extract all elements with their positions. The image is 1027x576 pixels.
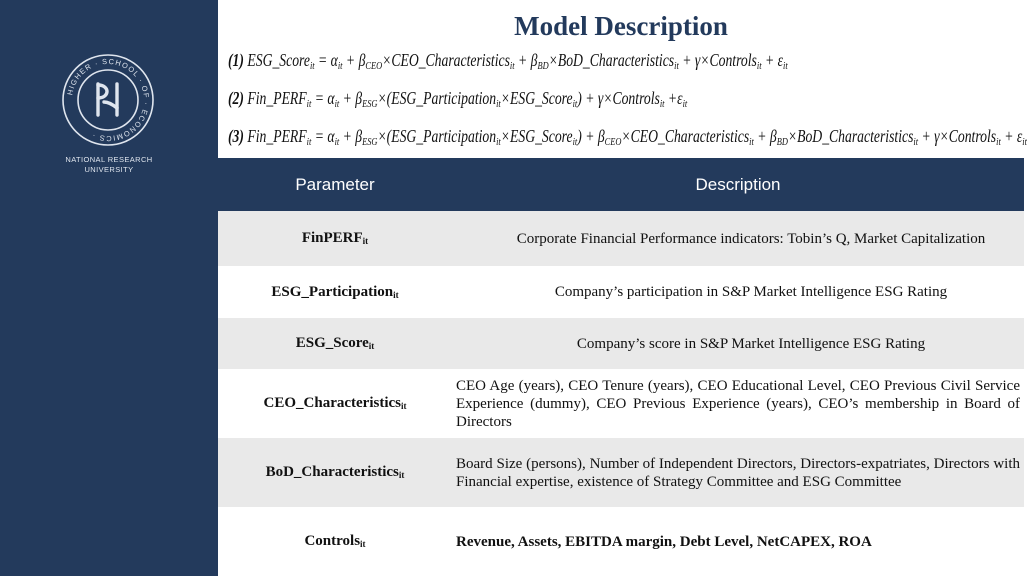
parameter-name: CEO_Characteristics [263, 395, 401, 411]
parameter-name: BoD_Characteristics [265, 464, 399, 480]
parameter-subscript: it [368, 341, 375, 351]
parameter-cell [218, 335, 452, 352]
description-cell: Corporate Financial Performance indicators: Tobin’s Q, Market Capitalization [516, 230, 986, 247]
parameter-subscript: it [393, 289, 399, 300]
parameter-name: Controls [304, 533, 361, 549]
table-row [218, 369, 1024, 438]
table-row [218, 266, 1024, 318]
description-cell: Company’s participation in S&P Market Intelligence ESG Rating [554, 284, 948, 300]
table-row [218, 507, 1024, 576]
hse-emblem-icon [60, 52, 156, 148]
table-row [218, 318, 1024, 369]
equations [228, 47, 1027, 161]
equation-3: (3) $Fin\_PERF_{it} = \alpha_{it}$ + $\beta_{ESG}\times(ESG\_Participation_{it}\times ESG\_Score_{it})$ + $\beta_{CEO}\times CEO\_Characteristics_{it}$ + $\beta_{BD}\times BoD\_Characteristics_{it}$ + γ×Controls$_{it}$ + $\varepsilon_{it}$ [228, 126, 1027, 148]
equation-1: (1) ESG_Score$_{it}$ = $\alpha_{it}$ + $\beta_{CEO}\times CEO\_Characteristics_{it}$ + $\beta_{BD}\times BoD\_Characteristics_{it}$ + γ×Controls$_{it}$ + $\varepsilon_{it}$ [228, 50, 788, 72]
table-header [218, 158, 1024, 211]
description-cell: Revenue, Assets, EBITDA margin, Debt Level, NetCAPEX, ROA [456, 533, 872, 550]
parameter-name: FinPERF [301, 230, 363, 246]
parameter-subscript: it [360, 539, 366, 549]
parameter-cell [218, 533, 452, 550]
parameter-table [218, 158, 1024, 576]
header-parameter: Parameter [295, 174, 375, 194]
description-cell: CEO Age (years), CEO Tenure (years), CEO Educational Level, CEO Previous Civil Service Experience (dummy), CEO Previous Experience (years), CEO’s membership in Board of Directors [456, 377, 1020, 430]
svg-text:HIGHER · SCHOOL · OF · ECONOMI: HIGHER · SCHOOL · OF · ECONOMICS · [65, 56, 152, 144]
parameter-cell [218, 464, 452, 481]
main-content [218, 0, 1027, 576]
description-cell: Board Size (persons), Number of Independent Directors, Directors-expatriates, Directors with Financial expertise, existence of Strategy Committee and ESG Committee [456, 455, 1020, 490]
table-row [218, 211, 1024, 266]
sidebar [0, 0, 218, 576]
description-cell: Company’s score in S&P Market Intelligence ESG Rating [576, 335, 926, 352]
parameter-subscript: it [400, 401, 407, 411]
parameter-subscript: it [398, 470, 405, 480]
parameter-subscript: it [362, 236, 369, 246]
parameter-name: ESG_Score [295, 335, 369, 351]
parameter-cell [218, 284, 452, 301]
parameter-cell [218, 395, 452, 412]
parameter-name: ESG_Participation [271, 283, 394, 300]
equation-2: (2) $Fin\_PERF_{it} = \alpha_{it}$ + $\beta_{ESG}\times(ESG\_Participation_{it}\times ESG\_Score_{it})$ + γ×Controls$_{it}$ $+\varepsilon_{it}$ [228, 88, 688, 110]
parameter-cell [218, 230, 452, 247]
table-row [218, 438, 1024, 507]
institution-name-line1: NATIONAL RESEARCH [65, 155, 153, 164]
institution-name [0, 155, 218, 175]
header-description: Description [695, 174, 781, 194]
slide-title: Model Description [514, 11, 728, 41]
institution-name-line2: UNIVERSITY [84, 165, 134, 174]
